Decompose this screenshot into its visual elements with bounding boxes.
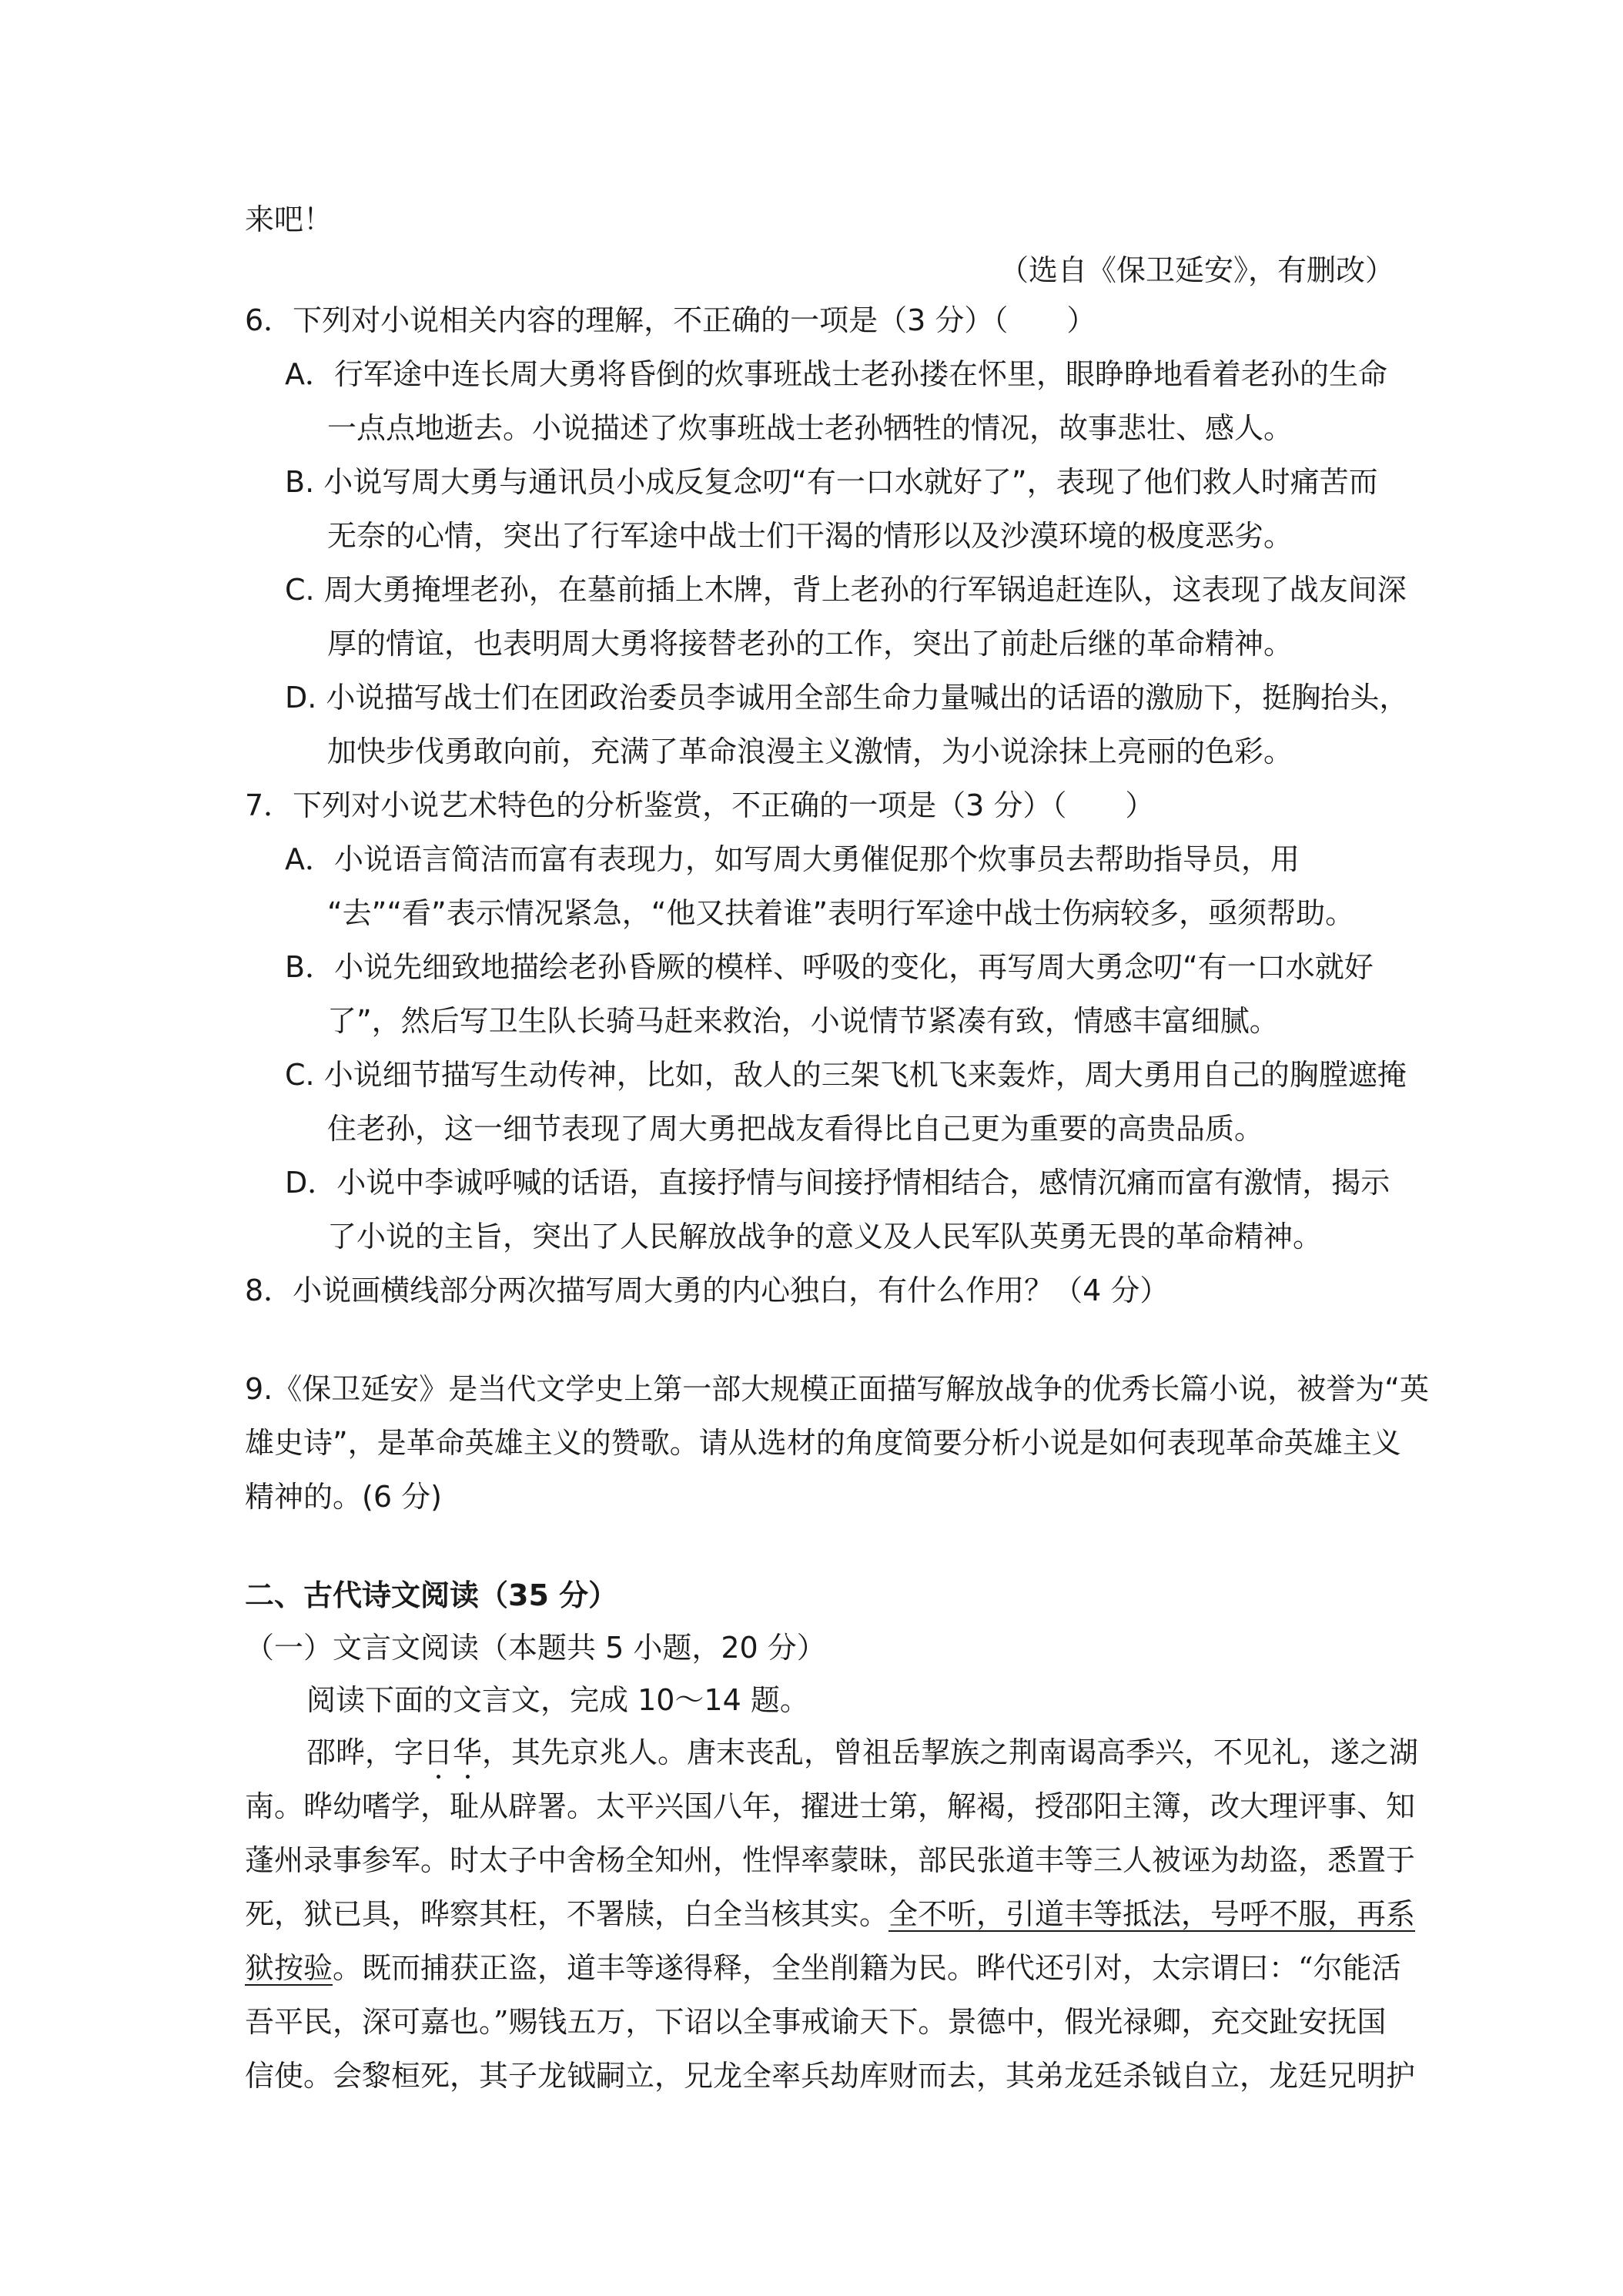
question-6-option-c: C. 周大勇掩埋老孙，在墓前插上木牌，背上老孙的行军锅追赶连队，这表现了战友间深 [285, 573, 1407, 607]
underlined-sentence: 全不听，引道丰等抵法，号呼不服，再系 [888, 1897, 1416, 1931]
instruction-text: 阅读下面的文言文，完成 10～14 题。 [306, 1683, 809, 1717]
underlined-sentence: 狱按验 [245, 1951, 333, 1985]
question-7-option-c: C. 小说细节描写生动传神，比如，敌人的三架飞机飞来轰炸，周大勇用自己的胸膛遮掩 [285, 1058, 1407, 1092]
emphasis-dot-char: 日 [423, 1735, 453, 1769]
question-6-option-d: D. 小说描写战士们在团政治委员李诚用全部生命力量喊出的话语的激励下，挺胸抬头， [285, 681, 1409, 715]
question-6-stem: 6．下列对小说相关内容的理解，不正确的一项是（3 分）（ ） [245, 303, 1096, 337]
passage-line-1 [306, 1734, 1418, 1771]
passage-text: ，其先京兆人。唐末丧乱，曾祖岳挈族之荆南谒高季兴，不见礼，遂之湖 [482, 1735, 1419, 1769]
question-7-stem: 7．下列对小说艺术特色的分析鉴赏，不正确的一项是（3 分）（ ） [245, 788, 1155, 822]
passage-line-4 [245, 1896, 1415, 1933]
passage-line-5 [245, 1950, 1400, 1986]
question-6-option-a-cont: 一点点地逝去。小说描述了炊事班战士老孙牺牲的情况，故事悲壮、感人。 [327, 411, 1293, 445]
passage-line-3: 蓬州录事参军。时太子中舍杨全知州，性悍率蒙昧，部民张道丰等三人被诬为劫盗，悉置于 [245, 1843, 1416, 1877]
passage-text: 。既而捕获正盗，道丰等遂得释，全坐削籍为民。晔代还引对，太宗谓曰：“尔能活 [333, 1951, 1401, 1985]
question-8-stem: 8．小说画横线部分两次描写周大勇的内心独白，有什么作用？（4 分） [245, 1274, 1170, 1307]
question-6-option-b-cont: 无奈的心情，突出了行军途中战士们干渴的情形以及沙漠环境的极度恶劣。 [327, 519, 1293, 553]
passage-line-7: 信使。会黎桓死，其子龙钺嗣立，兄龙全率兵劫库财而去，其弟龙廷杀钺自立，龙廷兄明护 [245, 2059, 1416, 2093]
question-6-option-a: A．行军途中连长周大勇将昏倒的炊事班战士老孙搂在怀里，眼睁睁地看着老孙的生命 [285, 357, 1387, 391]
question-7-option-d-cont: 了小说的主旨，突出了人民解放战争的意义及人民军队英勇无畏的革命精神。 [327, 1220, 1323, 1253]
question-7-option-a: A．小说语言简洁而富有表现力，如写周大勇催促那个炊事员去帮助指导员，用 [285, 842, 1300, 876]
question-7-option-a-cont: “去”“看”表示情况紧急，“他又扶着谁”表明行军途中战士伤病较多，亟须帮助。 [327, 896, 1355, 930]
question-7-option-d: D．小说中李诚呼喊的话语，直接抒情与间接抒情相结合，感情沉痛而富有激情，揭示 [285, 1166, 1390, 1200]
question-9-line-2: 雄史诗”，是革命英雄主义的赞歌。请从选材的角度简要分析小说是如何表现革命英雄主义 [245, 1426, 1401, 1460]
source-citation: （选自《保卫延安》，有删改） [999, 253, 1395, 287]
question-6-option-c-cont: 厚的情谊，也表明周大勇将接替老孙的工作，突出了前赴后继的革命精神。 [327, 627, 1293, 661]
question-9-line-1: 9.《保卫延安》是当代文学史上第一部大规模正面描写解放战争的优秀长篇小说，被誉为“英 [245, 1372, 1429, 1406]
question-7-option-b: B．小说先细致地描绘老孙昏厥的模样、呼吸的变化，再写周大勇念叨“有一口水就好 [285, 950, 1374, 984]
question-7-option-c-cont: 住老孙，这一细节表现了周大勇把战友看得比自己更为重要的高贵品质。 [327, 1112, 1264, 1146]
question-6-option-b: B. 小说写周大勇与通讯员小成反复念叨“有一口水就好了”，表现了他们救人时痛苦而 [285, 465, 1378, 499]
question-9-line-3: 精神的。(6 分) [245, 1480, 442, 1514]
question-7-option-b-cont: 了”，然后写卫生队长骑马赶来救治，小说情节紧凑有致，情感丰富细腻。 [327, 1004, 1279, 1038]
emphasis-dot-char: 华 [453, 1735, 483, 1769]
passage-text: 邵晔，字 [306, 1735, 424, 1769]
passage-line-2: 南。晔幼嗜学，耻从辟署。太平兴国八年，擢进士第，解褐，授邵阳主簿，改大理评事、知 [245, 1789, 1416, 1823]
text-line: 来吧！ [245, 202, 333, 236]
question-6-option-d-cont: 加快步伐勇敢向前，充满了革命浪漫主义激情，为小说涂抹上亮丽的色彩。 [327, 735, 1293, 768]
passage-line-6: 吾平民，深可嘉也。”赐钱五万，下诏以全事戒谕天下。景德中，假光禄卿，充交趾安抚国 [245, 2005, 1387, 2039]
subsection-heading: （一）文言文阅读（本题共 5 小题，20 分） [245, 1631, 826, 1665]
section-heading: 二、古代诗文阅读（35 分） [245, 1578, 618, 1612]
passage-text: 死，狱已具，晔察其枉，不署牍，白全当核其实。 [245, 1897, 889, 1931]
